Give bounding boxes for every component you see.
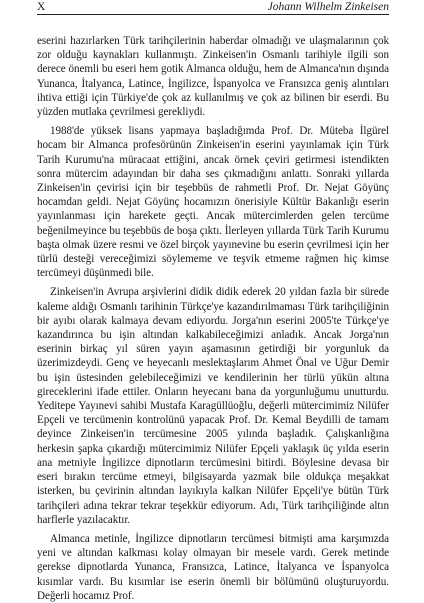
paragraph-2: 1988'de yüksek lisans yapmaya başladığımda Prof. Dr. Müteba İlgürel hocam bir Almanca profesörünün Zinkeisen'in eserini yayınlamak için Türk Tarih Kurumu'na müracaat ettiğini, ancak örnek çeviri getirmesi istendikten sonra mütercim adayından bir daha ses çıkmadığını anlattı. Sonraki yıllarda Zinkeisen'in çevirisi için bir teşebbüs de rahmetli Prof. Dr. Nejat Göyünç hocamdan geldi. Nejat Göyünç hocamızın önerisiyle Kültür Bakanlığı eserin yayınlanması için harekete geçti. Ancak mütercimlerden gelen tercüme beğenilmeyince bu teşebbüs de boşa çıktı. İlerleyen yıllarda Türk Tarih Kurumu başta olmak üzere resmi ve özel birçok yayınevine bu eserin çevrilmesi için her türlü desteği vereceğimizi söylememe ve teşvik etmeme rağmen hiç kimse tercümeyi düşünmedi bile.	[37, 125, 389, 280]
body-text	[37, 34, 389, 603]
running-title: Johann Wilhelm Zinkeisen	[267, 1, 389, 13]
paragraph-3: Zinkeisen'in Avrupa arşivlerini didik didik ederek 20 yıldan fazla bir sürede kaleme aldığı Osmanlı tarihinin Türkçe'ye kazandırılmaması Türk tarihçiliğinin bir ayıbı olarak kalmaya devam ediyordu. Jorga'nın eserini 2005'te Türkçe'ye kazandırınca bu işin altından kalkabileceğimizi anladık. Ancak Jorga'nın eserinin birkaç yıl süren yayın aşamasının getirdiği bir yorgunluk da üzerimizdeydi. Genç ve heyecanlı meslektaşlarım Ahmet Önal ve Uğur Demir bu işin üstesinden gelebileceğimizi ve kendilerinin her türlü yükün altına gireceklerini ifade ettiler. Onların heyecanı bana da yorgunluğumu unutturdu. Yeditepe Yayınevi sahibi Mustafa Karagüllüoğlu, değerli mütercimimiz Nilüfer Epçeli ve tercümenin kontrolünü yapacak Prof. Dr. Kemal Beydilli de tamam deyince Zinkeisen'in tercümesine 2005 yılında başladık. Çalışkanlığına herkesin şapka çıkardığı mütercimimiz Nilüfer Epçeli yaklaşık üç yılda eserin ana metniyle İngilizce dipnotların tercümesini bitirdi. Böylesine devasa bir eseri bırakın tercüme etmeyi, bilgisayarda yazmak bile oldukça meşakkat isterken, bu çevirinin altından layıkıyla kalkan Nilüfer Epçeli'ye bütün Türk tarihçileri adına tekrar tekrar teşekkür ediyorum. Adı, Türk tarihçiliğinde altın harflerle yazılacaktır.	[37, 286, 389, 526]
page-number: X	[37, 1, 46, 13]
paragraph-1: eserini hazırlarken Türk tarihçilerinin haberdar olmadığı ve ulaşmalarının çok zor olduğu kaynakları kullanmıştı. Zinkeisen'in Osmanlı tarihiyle ilgili son derece önemli bu eseri hem gotik Almanca olduğu, hem de Almanca'nın dışında Yunanca, İtalyanca, Latince, İngilizce, İspanyolca ve Fransızca geniş alıntıları ihtiva ettiği için Türkiye'de çok az kullanılmış ve çok az bilinen bir eserdi. Bu yüzden mutlaka çevrilmesi gerekliydi.	[37, 35, 389, 119]
running-header	[37, 0, 389, 15]
paragraph-4: Almanca metinle, İngilizce dipnotların tercümesi bitmişti ama karşımızda yeni ve altından kalkması kolay olmayan bir mesele vardı. Gerek metinde gerekse dipnotlarda Yunanca, Fransızca, Latince, İtalyanca ve İspanyolca kısımlar vardı. Bu kısımlar ise eserin önemli bir bölümünü oluşturuyordu. Değerli hocamız Prof.	[37, 532, 389, 602]
